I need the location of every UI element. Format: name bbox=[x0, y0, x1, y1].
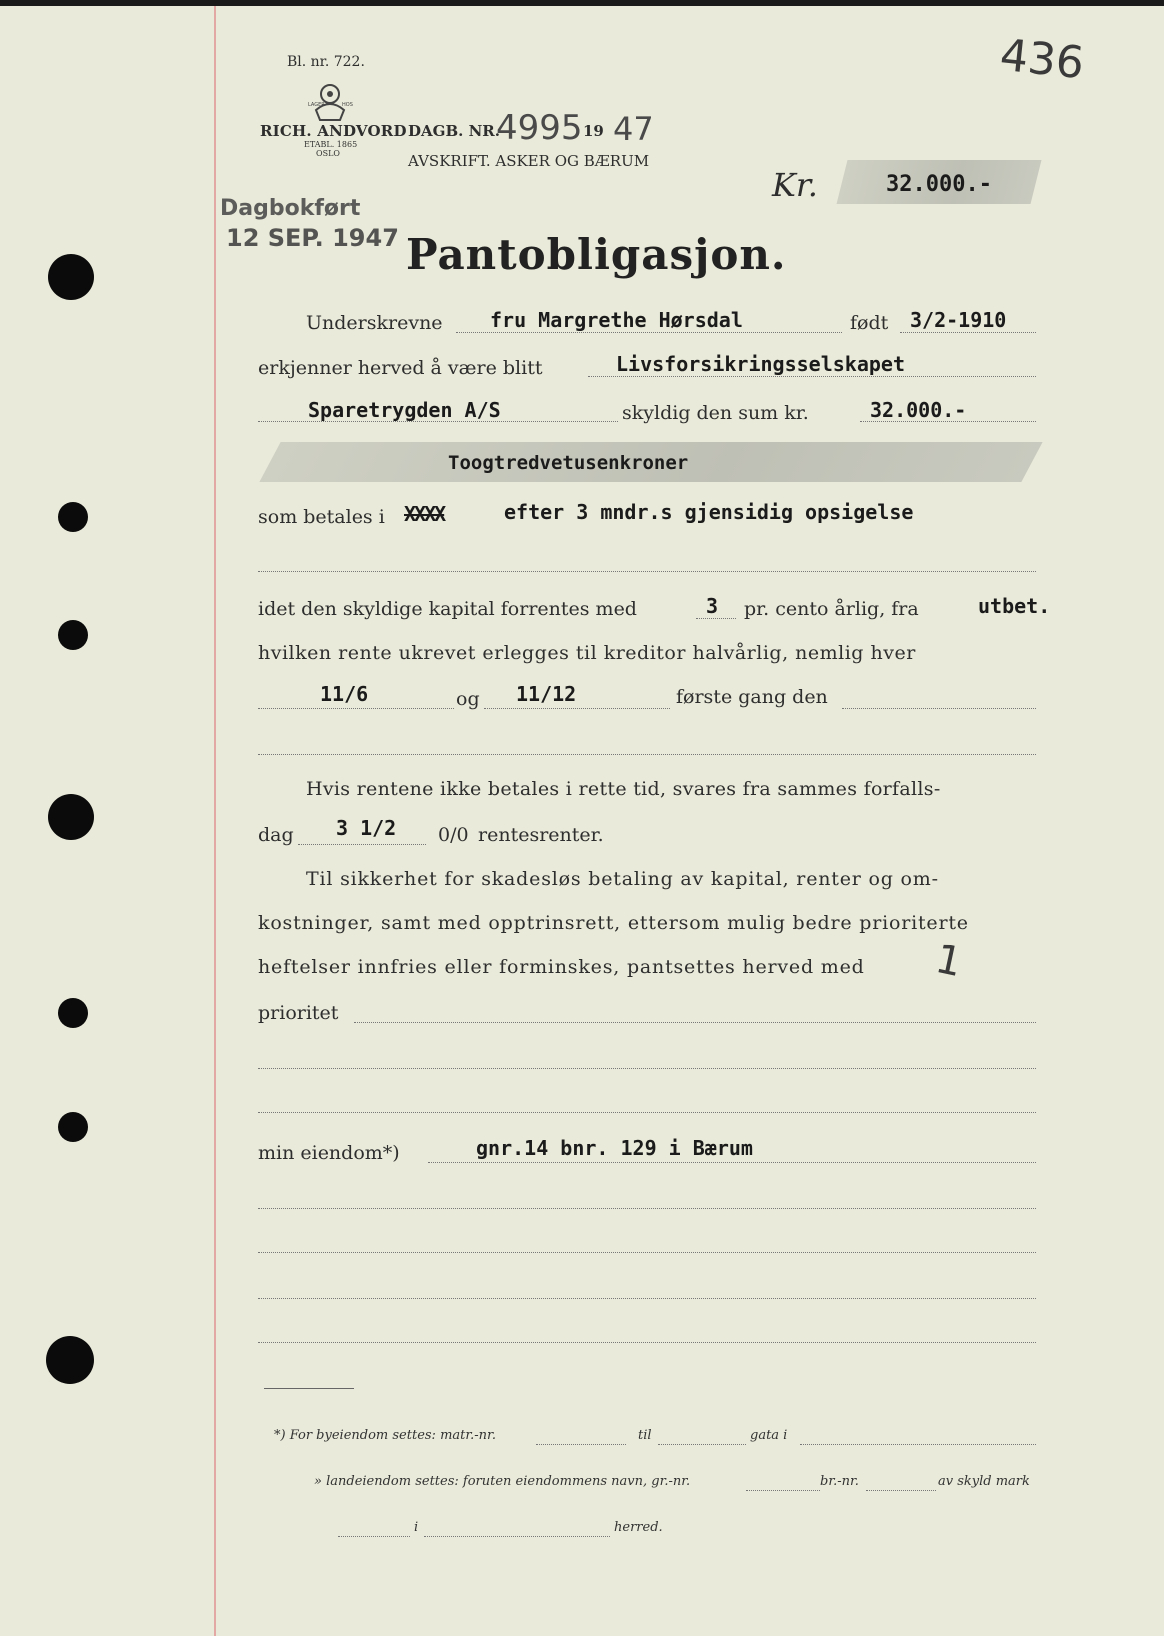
creditor-name-1: Livsforsikringsselskapet bbox=[616, 352, 905, 376]
fill-line bbox=[354, 1022, 1036, 1023]
punch-hole bbox=[58, 502, 88, 532]
interest-rate: 3 bbox=[706, 594, 719, 618]
fill-line bbox=[298, 844, 426, 845]
footnote-3-herred: herred. bbox=[614, 1520, 663, 1535]
svg-text:HOS: HOS bbox=[342, 102, 353, 108]
footnote-1-label: *) For byeiendom settes: matr.-nr. bbox=[274, 1428, 496, 1443]
interest-payable-text: hvilken rente ukrevet erlegges til kreditor halvårlig, nemlig hver bbox=[258, 642, 916, 664]
born-label: født bbox=[850, 312, 889, 334]
publisher-details bbox=[304, 140, 358, 158]
kr-label: Kr. bbox=[772, 166, 818, 204]
punch-hole bbox=[58, 998, 88, 1028]
fill-line bbox=[456, 332, 842, 333]
fill-line bbox=[258, 571, 1036, 572]
first-time-label: første gang den bbox=[676, 686, 828, 708]
percent-sign: 0/0 bbox=[438, 824, 469, 846]
fill-line bbox=[484, 708, 670, 709]
publisher-name: RICH. ANDVORD bbox=[260, 122, 407, 140]
security-line-1: Til sikkerhet for skadesløs betaling av kapital, renter og om- bbox=[306, 868, 939, 890]
owed-amount: 32.000.- bbox=[870, 398, 967, 422]
creditor-name-2: Sparetrygden A/S bbox=[308, 398, 501, 422]
compound-text: rentesrenter. bbox=[478, 824, 604, 846]
margin-line bbox=[214, 6, 216, 1636]
property-value: gnr.14 bnr. 129 i Bærum bbox=[476, 1136, 753, 1160]
birth-date: 3/2-1910 bbox=[910, 308, 1007, 332]
document-page bbox=[0, 6, 1164, 1636]
svg-text:LAGER: LAGER bbox=[308, 102, 325, 108]
fill-line bbox=[258, 708, 454, 709]
footnote-1-til: til bbox=[638, 1428, 652, 1443]
publisher-city: OSLO bbox=[316, 149, 340, 158]
fill-line bbox=[258, 754, 1036, 755]
fill-line bbox=[338, 1536, 410, 1537]
avskrift-label: AVSKRIFT. ASKER OG BÆRUM bbox=[408, 152, 650, 170]
fill-line bbox=[536, 1444, 626, 1445]
late-interest-text: Hvis rentene ikke betales i rette tid, svares fra sammes forfalls- bbox=[306, 778, 941, 800]
payable-label: som betales i bbox=[258, 506, 385, 528]
acknowledge-text: erkjenner herved å være blitt bbox=[258, 357, 543, 379]
fill-line bbox=[424, 1536, 610, 1537]
fill-line bbox=[258, 1342, 1036, 1343]
amount-in-words: Toogtredvetusenkroner bbox=[448, 452, 689, 474]
per-cent-text: pr. cento årlig, fra bbox=[744, 598, 919, 620]
fill-line bbox=[258, 1208, 1036, 1209]
fill-line bbox=[900, 332, 1036, 333]
day-label: dag bbox=[258, 824, 294, 846]
security-line-2: kostninger, samt med opptrinsrett, ettersom mulig bedre prioriterte bbox=[258, 912, 969, 934]
publisher-logo-icon bbox=[308, 80, 354, 126]
fill-line bbox=[696, 618, 736, 619]
fill-line bbox=[258, 1298, 1036, 1299]
due-date-1: 11/6 bbox=[320, 682, 369, 706]
property-label: min eiendom*) bbox=[258, 1142, 400, 1164]
fill-line bbox=[658, 1444, 746, 1445]
form-number: Bl. nr. 722. bbox=[287, 54, 365, 70]
fill-line bbox=[428, 1162, 1036, 1163]
footnote-2-label: » landeiendom settes: foruten eiendommens navn, gr.-nr. bbox=[314, 1474, 691, 1489]
footnote-1-gata: gata i bbox=[750, 1428, 788, 1443]
fill-line bbox=[842, 708, 1036, 709]
stamp-date: 12 SEP. 1947 bbox=[226, 224, 399, 252]
page-number: 436 bbox=[997, 29, 1087, 90]
priority-value: 1 bbox=[931, 935, 966, 987]
amount-value: 32.000.- bbox=[886, 172, 992, 197]
footnote-rule bbox=[264, 1388, 354, 1389]
fill-line bbox=[866, 1490, 936, 1491]
document-title: Pantobligasjon. bbox=[406, 230, 787, 279]
interest-text: idet den skyldige kapital forrentes med bbox=[258, 598, 637, 620]
punch-hole bbox=[46, 1336, 94, 1384]
fill-line bbox=[258, 1112, 1036, 1113]
footnote-3-i: i bbox=[414, 1520, 419, 1535]
footnote-2-skyld: av skyld mark bbox=[938, 1474, 1030, 1489]
dagb-label: DAGB. NR. bbox=[408, 122, 500, 140]
due-date-2: 11/12 bbox=[516, 682, 577, 706]
punch-hole bbox=[48, 254, 94, 300]
security-line-3: heftelser innfries eller forminskes, pantsettes herved med bbox=[258, 956, 865, 978]
fill-line bbox=[258, 1252, 1036, 1253]
footnote-2-br: br.-nr. bbox=[820, 1474, 859, 1489]
year-suffix: 47 bbox=[613, 110, 654, 148]
payment-terms: efter 3 mndr.s gjensidig opsigelse bbox=[504, 500, 914, 524]
fill-line bbox=[800, 1444, 1036, 1445]
late-rate: 3 1/2 bbox=[336, 816, 397, 840]
fill-line bbox=[258, 1068, 1036, 1069]
undersigned-label: Underskrevne bbox=[306, 312, 443, 334]
interest-from: utbet. bbox=[978, 594, 1051, 618]
year-prefix: 19 bbox=[583, 122, 604, 140]
fill-line bbox=[588, 376, 1036, 377]
priority-label: prioritet bbox=[258, 1002, 339, 1024]
struck-text: XXXX bbox=[404, 502, 445, 526]
dagb-number: 4995 bbox=[496, 108, 583, 148]
punch-hole bbox=[58, 620, 88, 650]
punch-hole bbox=[58, 1112, 88, 1142]
stamp-label: Dagbokført bbox=[220, 196, 361, 221]
debtor-name: fru Margrethe Hørsdal bbox=[490, 308, 743, 332]
publisher-est: ETABL. 1865 bbox=[304, 140, 358, 149]
owes-text: skyldig den sum kr. bbox=[622, 402, 809, 424]
punch-hole bbox=[48, 794, 94, 840]
fill-line bbox=[746, 1490, 820, 1491]
and-label: og bbox=[456, 688, 480, 710]
